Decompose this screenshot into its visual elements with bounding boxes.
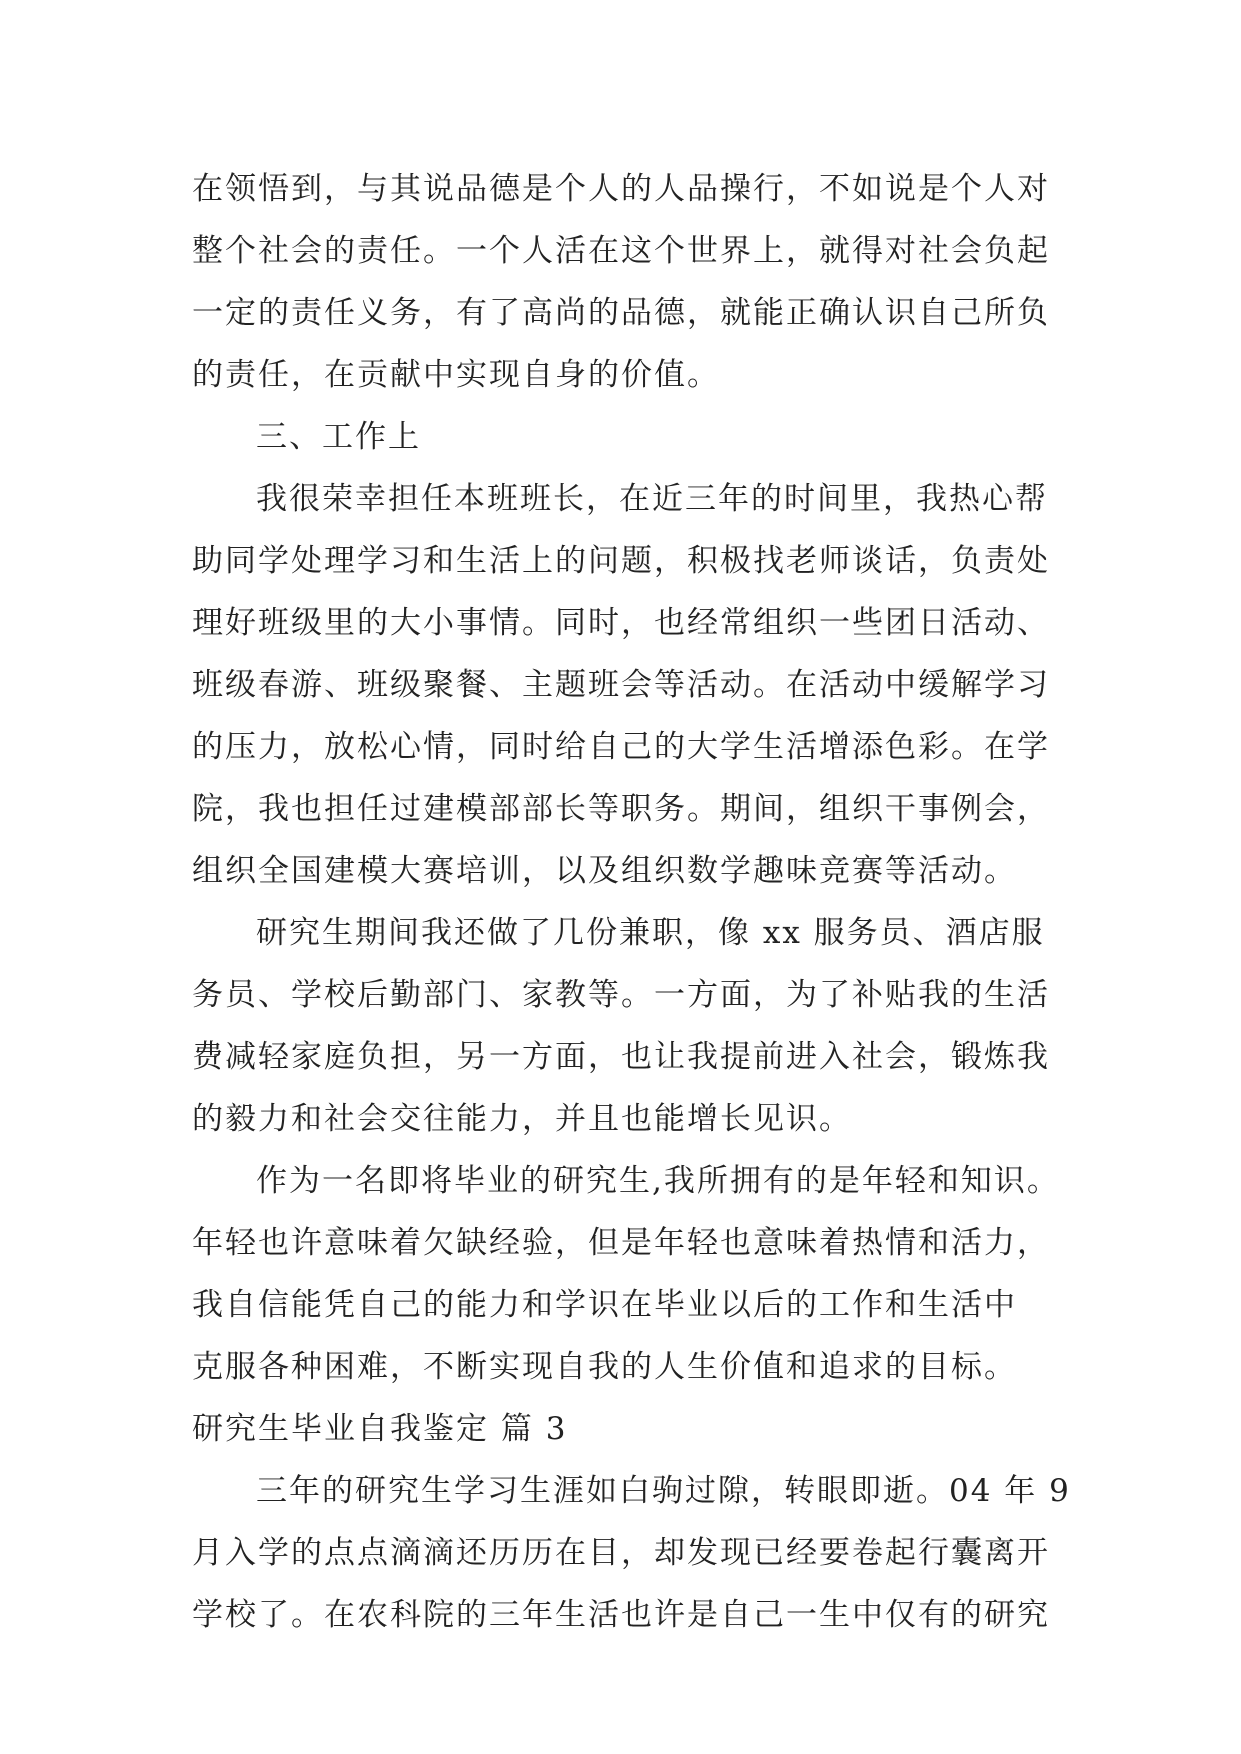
paragraph-line: 组织全国建模大赛培训，以及组织数学趣味竞赛等活动。 [192, 853, 1017, 889]
paragraph-line: 我很荣幸担任本班班长，在近三年的时间里，我热心帮 [256, 481, 1048, 517]
paragraph-line: 一定的责任义务，有了高尚的品德，就能正确认识自己所负 [192, 295, 1050, 331]
paragraph-line: 费减轻家庭负担，另一方面，也让我提前进入社会，锻炼我 [192, 1039, 1050, 1075]
paragraph-line: 务员、学校后勤部门、家教等。一方面，为了补贴我的生活 [192, 977, 1050, 1013]
paragraph-line: 年轻也许意味着欠缺经验，但是年轻也意味着热情和活力， [192, 1225, 1050, 1261]
paragraph-line: 的责任，在贡献中实现自身的价值。 [192, 357, 720, 393]
paragraph-line: 班级春游、班级聚餐、主题班会等活动。在活动中缓解学习 [192, 667, 1050, 703]
paragraph-line: 整个社会的责任。一个人活在这个世界上，就得对社会负起 [192, 233, 1050, 269]
paragraph-line: 克服各种困难，不断实现自我的人生价值和追求的目标。 [192, 1349, 1017, 1385]
paragraph-line: 月入学的点点滴滴还历历在目，却发现已经要卷起行囊离开 [192, 1535, 1050, 1571]
paragraph-line: 助同学处理学习和生活上的问题，积极找老师谈话，负责处 [192, 543, 1050, 579]
paragraph-line: 的压力，放松心情，同时给自己的大学生活增添色彩。在学 [192, 729, 1050, 765]
paragraph-line: 在领悟到，与其说品德是个人的人品操行，不如说是个人对 [192, 171, 1050, 207]
paragraph-line: 理好班级里的大小事情。同时，也经常组织一些团日活动、 [192, 605, 1050, 641]
paragraph-line: 院，我也担任过建模部部长等职务。期间，组织干事例会， [192, 791, 1050, 827]
paragraph-line: 的毅力和社会交往能力，并且也能增长见识。 [192, 1101, 852, 1137]
paragraph-line: 研究生期间我还做了几份兼职，像 xx 服务员、酒店服 [256, 915, 1045, 951]
paragraph-line: 三年的研究生学习生涯如白驹过隙，转眼即逝。04 年 9 [256, 1473, 1071, 1509]
document-body [192, 158, 1071, 1646]
paragraph-line: 学校了。在农科院的三年生活也许是自己一生中仅有的研究 [192, 1597, 1050, 1633]
section-heading: 三、工作上 [256, 419, 421, 455]
paragraph-line: 作为一名即将毕业的研究生,我所拥有的是年轻和知识。 [256, 1163, 1060, 1199]
article-heading: 研究生毕业自我鉴定 篇 3 [192, 1411, 568, 1447]
paragraph-line: 我自信能凭自己的能力和学识在毕业以后的工作和生活中 [192, 1287, 1017, 1323]
